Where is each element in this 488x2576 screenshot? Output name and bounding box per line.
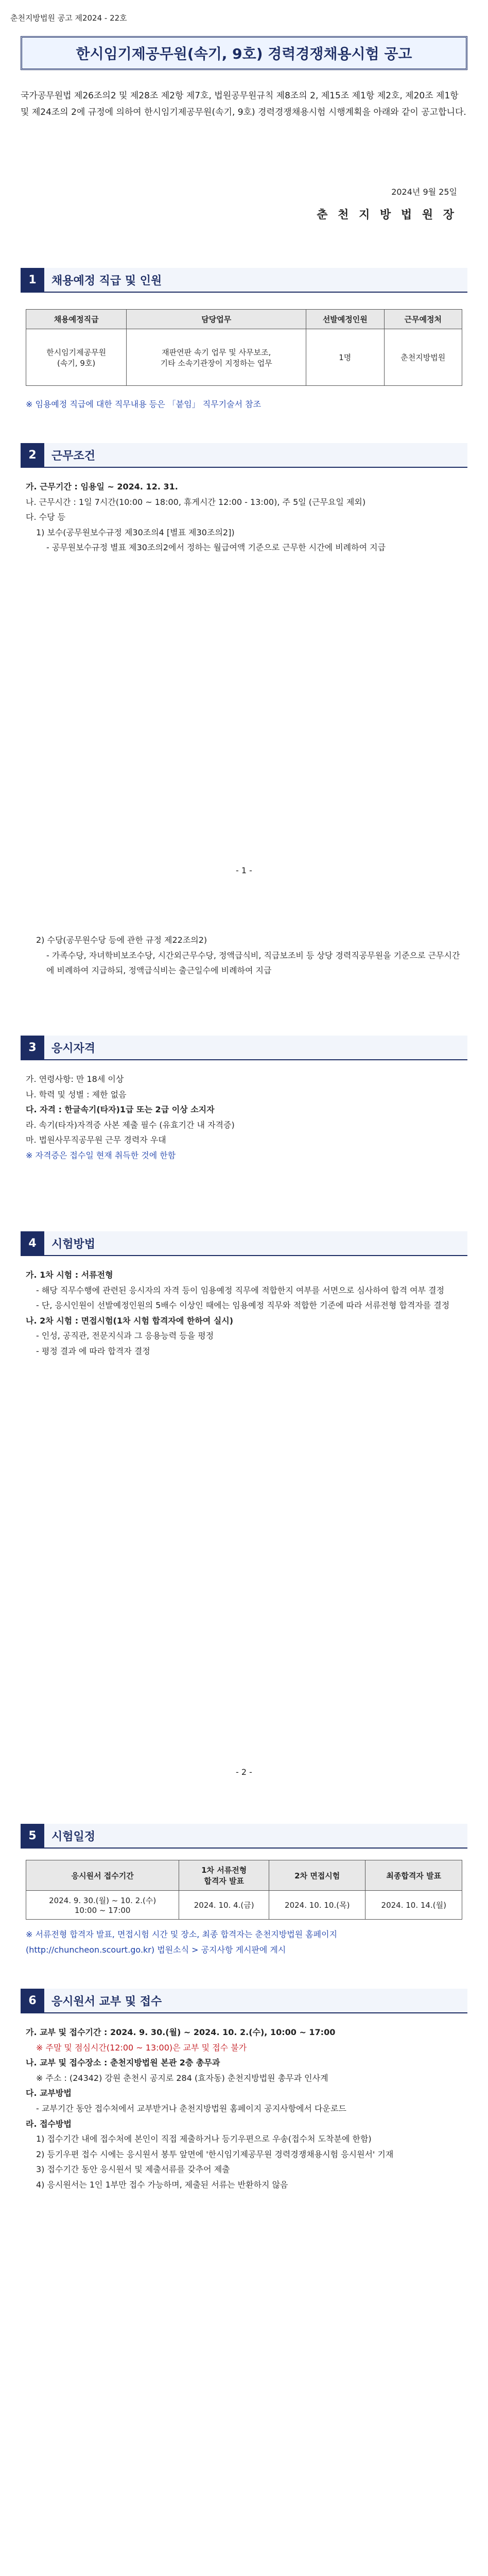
section-title: 시험방법 xyxy=(44,1231,467,1255)
table-note: ※ 임용예정 직급에 대한 직무내용 등은 「붙임」 직무기술서 참조 xyxy=(26,399,262,409)
page-2 xyxy=(0,902,488,1803)
section-2-header xyxy=(21,443,467,468)
condition-line: 가. 근무기간 : 임용일 ~ 2024. 12. 31. xyxy=(26,482,178,492)
apply-line: - 교부기간 동안 접수처에서 교부받거나 춘천지방법원 홈페이지 공지사항에서 다운로드 xyxy=(36,2103,346,2113)
qual-note: ※ 자격증은 접수일 현재 취득한 것에 한함 xyxy=(26,1150,176,1160)
page-title: 한시임기제공무원(속기, 9호) 경력경쟁채용시험 공고 xyxy=(21,36,467,70)
section-title: 채용예정 직급 및 인원 xyxy=(44,268,467,292)
col-header: 최종합격자 발표 xyxy=(365,1860,462,1891)
method-line: 가. 1차 시험 : 서류전형 xyxy=(26,1270,113,1280)
signer: 춘 천 지 방 법 원 장 xyxy=(317,209,457,222)
cell-final: 2024. 10. 14.(월) xyxy=(365,1891,462,1920)
section-number: 1 xyxy=(21,268,44,292)
positions-table xyxy=(26,309,462,386)
condition-line: 1) 보수(공무원보수규정 제30조의4 [별표 제30조의2]) xyxy=(36,527,235,537)
cell-position: 한시임기제공무원 (속기, 9호) xyxy=(26,329,127,386)
section-3-header xyxy=(21,1036,467,1060)
application-info xyxy=(26,2025,462,2193)
condition-line: - 가족수당, 자녀학비보조수당, 시간외근무수당, 정액급식비, 직급보조비 등 상당 경력직공무원을 기준으로 근무시간에 비례하여 지급하되, 정액급식비는 출근일수에 비례하여 지급 xyxy=(46,950,460,976)
qualifications xyxy=(26,1072,462,1163)
section-6-header xyxy=(21,1989,467,2013)
col-header: 채용예정직급 xyxy=(26,310,127,329)
col-header: 선발예정인원 xyxy=(306,310,384,329)
work-conditions-cont xyxy=(26,933,462,978)
method-line: - 단, 응시인원이 선발예정인원의 5배수 이상인 때에는 임용예정 직무와 적합한 기준에 따라 서류전형 합격자를 결정 xyxy=(36,1300,450,1311)
section-5-header xyxy=(21,1824,467,1849)
apply-line: 나. 교부 및 접수장소 : 춘천지방법원 본관 2층 총무과 xyxy=(26,2058,220,2068)
page-number: - 1 - xyxy=(236,866,252,875)
notice-date: 2024년 9월 25일 xyxy=(391,187,457,197)
apply-line: 4) 응시원서는 1인 1부만 접수 가능하며, 제출된 서류는 반환하지 않음 xyxy=(36,2179,288,2190)
apply-line: 2) 등기우편 접수 시에는 응시원서 봉투 앞면에 '한시임기제공무원 경력경쟁채용시험 응시원서' 기재 xyxy=(36,2149,394,2159)
method-line: - 해당 직무수행에 관련된 응시자의 자격 등이 임용예정 직무에 적합한지 여부를 서면으로 심사하여 합격 여부 결정 xyxy=(36,1285,445,1295)
section-title: 응시원서 교부 및 접수 xyxy=(44,1989,467,2012)
section-number: 5 xyxy=(21,1824,44,1848)
cell-first: 2024. 10. 4.(금) xyxy=(179,1891,269,1920)
page-1 xyxy=(0,0,488,902)
method-line: 나. 2차 시험 : 면접시험(1차 시험 합격자에 한하여 실시) xyxy=(26,1315,234,1326)
schedule-note: ※ 서류전형 합격자 발표, 면접시험 시간 및 장소, 최종 합격자는 춘천지방법원 홈페이지 (http://chuncheon.scourt.go.kr) 법원소식 > 공지사항 게시판에 게시 xyxy=(26,1929,338,1955)
apply-line: 1) 접수기간 내에 접수처에 본인이 직접 제출하거나 등기우편으로 우송(접수처 도착분에 한함) xyxy=(36,2134,372,2144)
condition-line: - 공무원보수규정 별표 제30조의2에서 정하는 월급여액 기준으로 근무한 시간에 비례하여 지급 xyxy=(46,543,386,553)
lead-paragraph: 국가공무원법 제26조의2 및 제28조 제2항 제7호, 법원공무원규칙 제8조의 2, 제15조 제1항 제2호, 제20조 제1항 및 제24조의 2에 규정에 의하여 한시임기제공무원(속기, 9호) 경력경쟁채용시험 시행계획을 아래와 같이 공고합니다. xyxy=(21,91,466,118)
qual-line: 마. 법원사무직공무원 근무 경력자 우대 xyxy=(26,1135,166,1145)
condition-line: 2) 수당(공무원수당 등에 관한 규정 제22조의2) xyxy=(36,935,207,945)
apply-note: ※ 주말 및 점심시간(12:00 ~ 13:00)은 교부 및 접수 불가 xyxy=(36,2042,247,2053)
col-header: 근무예정처 xyxy=(384,310,462,329)
cell-place: 춘천지방법원 xyxy=(384,329,462,386)
section-number: 3 xyxy=(21,1036,44,1059)
cell-interview: 2024. 10. 10.(목) xyxy=(269,1891,365,1920)
qual-line: 라. 속기(타자)자격증 사본 제출 필수 (유효기간 내 자격증) xyxy=(26,1120,235,1130)
apply-line: 3) 접수기간 동안 응시원서 및 제출서류를 갖추어 제출 xyxy=(36,2164,230,2175)
section-title: 시험일정 xyxy=(44,1824,467,1848)
section-title: 근무조건 xyxy=(44,443,467,467)
cell-duty: 재판연판 속기 업무 및 사무보조, 기타 소속기관장이 지정하는 업무 xyxy=(127,329,306,386)
method-line: - 평정 결과 에 따라 합격자 결정 xyxy=(36,1346,150,1356)
apply-line: ※ 주소 : (24342) 강원 춘천시 공지로 284 (효자동) 춘천지방법원 총무과 인사계 xyxy=(36,2073,328,2083)
section-1-header xyxy=(21,268,467,293)
page-number: - 2 - xyxy=(236,1767,252,1777)
col-header: 담당업무 xyxy=(127,310,306,329)
notice-number: 춘천지방법원 공고 제2024 - 22호 xyxy=(10,13,127,23)
qual-line: 다. 자격 : 한글속기(타자)1급 또는 2급 이상 소지자 xyxy=(26,1105,215,1115)
col-header: 1차 서류전형 합격자 발표 xyxy=(179,1860,269,1891)
schedule-table xyxy=(26,1860,462,1920)
cell-count: 1명 xyxy=(306,329,384,386)
section-number: 2 xyxy=(21,443,44,467)
method-line: - 인성, 공직관, 전문지식과 그 응용능력 등을 평정 xyxy=(36,1331,214,1341)
apply-line: 다. 교부방법 xyxy=(26,2088,72,2098)
section-number: 4 xyxy=(21,1231,44,1255)
page-3 xyxy=(0,1803,488,2576)
cell-apply: 2024. 9. 30.(월) ~ 10. 2.(수) 10:00 ~ 17:00 xyxy=(26,1891,179,1920)
exam-method xyxy=(26,1267,462,1359)
qual-line: 나. 학력 및 성별 : 제한 없음 xyxy=(26,1089,127,1099)
section-number: 6 xyxy=(21,1989,44,2012)
condition-line: 나. 근무시간 : 1일 7시간(10:00 ~ 18:00, 휴게시간 12:00 - 13:00), 주 5일 (근무요일 제외) xyxy=(26,497,366,507)
apply-line: 라. 접수방법 xyxy=(26,2119,72,2129)
section-title: 응시자격 xyxy=(44,1036,467,1059)
col-header: 응시원서 접수기간 xyxy=(26,1860,179,1891)
apply-line: 가. 교부 및 접수기간 : 2024. 9. 30.(월) ~ 2024. 10. 2.(수), 10:00 ~ 17:00 xyxy=(26,2027,336,2037)
col-header: 2차 면접시험 xyxy=(269,1860,365,1891)
qual-line: 가. 연령사항: 만 18세 이상 xyxy=(26,1074,124,1084)
condition-line: 다. 수당 등 xyxy=(26,512,66,522)
section-4-header xyxy=(21,1231,467,1256)
work-conditions xyxy=(26,479,462,555)
